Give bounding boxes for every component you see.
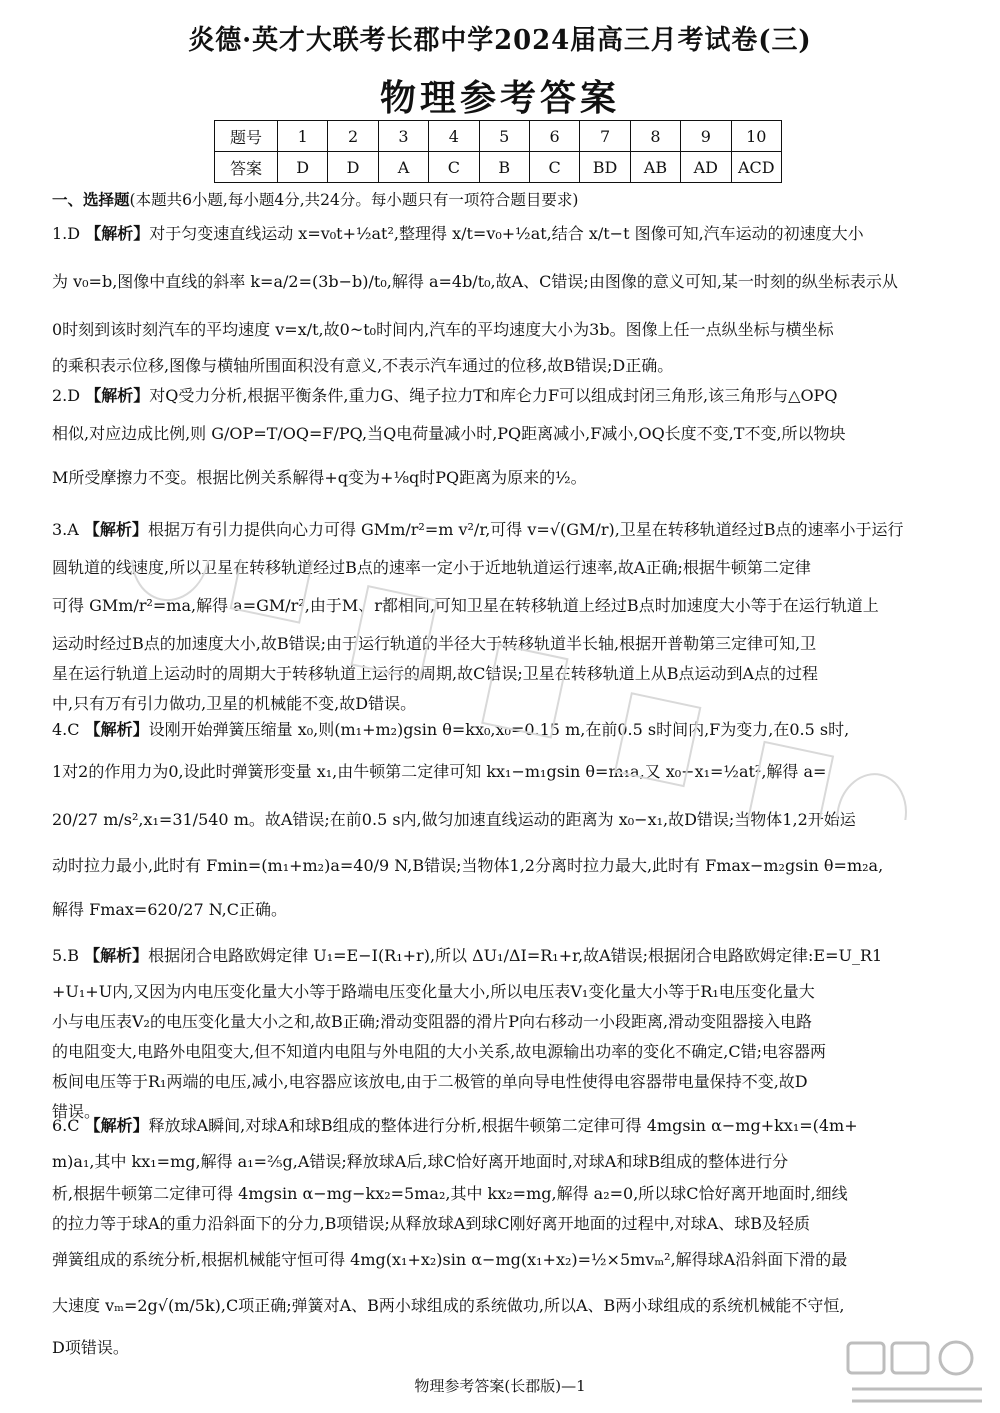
answer-cell: A: [378, 152, 428, 183]
explanation-line: 中,只有万有引力做功,卫星的机械能不变,故D错误。: [52, 694, 417, 713]
explanation-line: 运动时经过B点的加速度大小,故B错误;由于运行轨道的半径大于转移轨道半长轴,根据开普勒第三定律可知,卫: [52, 634, 817, 653]
question-label: 6.C: [52, 1116, 80, 1135]
explanation-line: D项错误。: [52, 1338, 129, 1357]
explanation-line: 1对2的作用力为0,设此时弹簧形变量 x₁,由牛顿第二定律可知 kx₁−m₁gsin θ=m₁a,又 x₀−x₁=½at²,解得 a=: [52, 762, 827, 781]
explanation-line: 20/27 m/s²,x₁=31/540 m。故A错误;在前0.5 s内,做匀加速直线运动的距离为 x₀−x₁,故D错误;当物体1,2开始运: [52, 810, 856, 829]
question-number-cell: 5: [479, 121, 529, 152]
corner-site-logo: [842, 1337, 992, 1409]
analysis-tag: 【解析】: [83, 520, 148, 539]
analysis-tag: 【解析】: [84, 1116, 149, 1135]
answer-cell: D: [278, 152, 328, 183]
row-label-answer: 答案: [215, 152, 278, 183]
explanation-line: 可得 GMm/r²=ma,解得 a=GM/r²,由于M、r都相同,可知卫星在转移轨道上经过B点时加速度大小等于在运行轨道上: [52, 596, 879, 615]
explanation-line: 圆轨道的线速度,所以卫星在转移轨道经过B点的速率一定小于近地轨道运行速率,故A正确;根据牛顿第二定律: [52, 558, 811, 577]
section-heading-note: (本题共6小题,每小题4分,共24分。每小题只有一项符合题目要求): [129, 191, 579, 209]
answer-cell: D: [328, 152, 378, 183]
explanation-line: 释放球A瞬间,对球A和球B组成的整体进行分析,根据牛顿第二定律可得 4mgsin α−mg+kx₁=(4m+: [148, 1116, 858, 1135]
answer-row: [215, 152, 782, 183]
explanation-line: 小与电压表V₂的电压变化量大小之和,故B正确;滑动变阻器的滑片P向右移动一小段距离,滑动变阻器接入电路: [52, 1012, 813, 1031]
answer-cell: BD: [580, 152, 630, 183]
explanation-line: 根据闭合电路欧姆定律 U₁=E−I(R₁+r),所以 ΔU₁/ΔI=R₁+r,故A错误;根据闭合电路欧姆定律:E=U_R1: [148, 946, 883, 965]
explanation-line: 析,根据牛顿第二定律可得 4mgsin α−mg−kx₂=5ma₂,其中 kx₂=mg,解得 a₂=0,所以球C恰好离开地面时,细线: [52, 1184, 848, 1203]
question-number-cell: 1: [278, 121, 328, 152]
question-number-cell: 8: [630, 121, 680, 152]
row-label-question-number: 题号: [215, 121, 278, 152]
question-number-cell: 10: [731, 121, 781, 152]
analysis-tag: 【解析】: [85, 224, 150, 243]
section-heading-label: 一、选择题: [52, 190, 130, 209]
question-label: 1.D: [52, 224, 81, 243]
question-number-cell: 9: [681, 121, 731, 152]
explanation-line: 的拉力等于球A的重力沿斜面下的分力,B项错误;从释放球A到球C刚好离开地面的过程中,对球A、球B及轻质: [52, 1214, 810, 1233]
answer-key-table: [214, 120, 782, 183]
explanation-line: 解得 Fmax=620/27 N,C正确。: [52, 900, 288, 919]
answer-cell: ACD: [731, 152, 781, 183]
question-number-cell: 6: [529, 121, 579, 152]
explanation-line: 对Q受力分析,根据平衡条件,重力G、绳子拉力T和库仑力F可以组成封闭三角形,该三角形与△OPQ: [149, 386, 838, 405]
section-heading: [52, 188, 578, 210]
explanation-line: 大速度 vₘ=2g√(m/5k),C项正确;弹簧对A、B两小球组成的系统做功,所以A、B两小球组成的系统机械能不守恒,: [52, 1296, 845, 1315]
question-number-cell: 7: [580, 121, 630, 152]
question-number-row: [215, 121, 782, 152]
explanation-line: 相似,对应边成比例,则 G/OP=T/OQ=F/PQ,当Q电荷量减小时,PQ距离减小,F减小,OQ长度不变,T不变,所以物块: [52, 424, 846, 443]
page-footer: 物理参考答案(长郡版)—1: [414, 1377, 586, 1395]
analysis-tag: 【解析】: [84, 720, 149, 739]
answer-cell: B: [479, 152, 529, 183]
explanation-line: 动时拉力最小,此时有 Fmin=(m₁+m₂)a=40/9 N,B错误;当物体1,2分离时拉力最大,此时有 Fmax−m₂gsin θ=m₂a,: [52, 856, 884, 875]
explanation-line: 根据万有引力提供向心力可得 GMm/r²=m v²/r,可得 v=√(GM/r),卫星在转移轨道经过B点的速率小于运行: [147, 520, 904, 539]
explanation-line: 星在运行轨道上运动时的周期大于转移轨道上运行的周期,故C错误;卫星在转移轨道上从B点运动到A点的过程: [52, 664, 819, 683]
explanation-line: 的电阻变大,电路外电阻变大,但不知道内电阻与外电阻的大小关系,故电源输出功率的变化不确定,C错;电容器两: [52, 1042, 826, 1061]
explanation-line: 0时刻到该时刻汽车的平均速度 v=x/t,故0~t₀时间内,汽车的平均速度大小为3b。图像上任一点纵坐标与横坐标: [52, 320, 834, 339]
answer-cell: C: [529, 152, 579, 183]
answer-cell: C: [429, 152, 479, 183]
explanation-line: 板间电压等于R₁两端的电压,减小,电容器应该放电,由于二极管的单向导电性使得电容器带电量保持不变,故D: [52, 1072, 808, 1091]
analysis-tag: 【解析】: [84, 946, 149, 965]
exam-header-title: 炎德·英才大联考长郡中学2024届高三月考试卷(三): [188, 25, 812, 56]
explanation-line: M所受摩擦力不变。根据比例关系解得+q变为+⅛q时PQ距离为原来的½。: [52, 468, 587, 487]
explanation-line: 设刚开始弹簧压缩量 x₀,则(m₁+m₂)gsin θ=kx₀,x₀=0.15 m,在前0.5 s时间内,F为变力,在0.5 s时,: [148, 720, 850, 739]
question-label: 4.C: [52, 720, 80, 739]
explanation-line: 对于匀变速直线运动 x=v₀t+½at²,整理得 x/t=v₀+½at,结合 x/t−t 图像可知,汽车运动的初速度大小: [149, 224, 864, 243]
answer-cell: AD: [681, 152, 731, 183]
explanation-line: 的乘积表示位移,图像与横轴所围面积没有意义,不表示汽车通过的位移,故B错误;D正确。: [52, 356, 674, 375]
question-label: 2.D: [52, 386, 81, 405]
explanation-line: 弹簧组成的系统分析,根据机械能守恒可得 4mg(x₁+x₂)sin α−mg(x₁+x₂)=½×5mvₘ²,解得球A沿斜面下滑的最: [52, 1250, 848, 1269]
explanation-line: 为 v₀=b,图像中直线的斜率 k=a/2=(3b−b)/t₀,解得 a=4b/t₀,故A、C错误;由图像的意义可知,某一时刻的纵坐标表示从: [52, 272, 898, 291]
answer-cell: AB: [630, 152, 680, 183]
analysis-tag: 【解析】: [85, 386, 150, 405]
question-label: 3.A: [52, 520, 79, 539]
question-label: 5.B: [52, 946, 80, 965]
explanation-line: +U₁+U内,又因为内电压变化量大小等于路端电压变化量大小,所以电压表V₁变化量大小等于R₁电压变化量大: [52, 982, 815, 1001]
question-number-cell: 4: [429, 121, 479, 152]
document-title: 物理参考答案: [379, 78, 620, 119]
question-number-cell: 3: [378, 121, 428, 152]
explanation-line: 错误。: [52, 1102, 101, 1121]
explanation-line: m)a₁,其中 kx₁=mg,解得 a₁=⅖g,A错误;释放球A后,球C恰好离开地面时,对球A和球B组成的整体进行分: [52, 1152, 789, 1171]
question-number-cell: 2: [328, 121, 378, 152]
